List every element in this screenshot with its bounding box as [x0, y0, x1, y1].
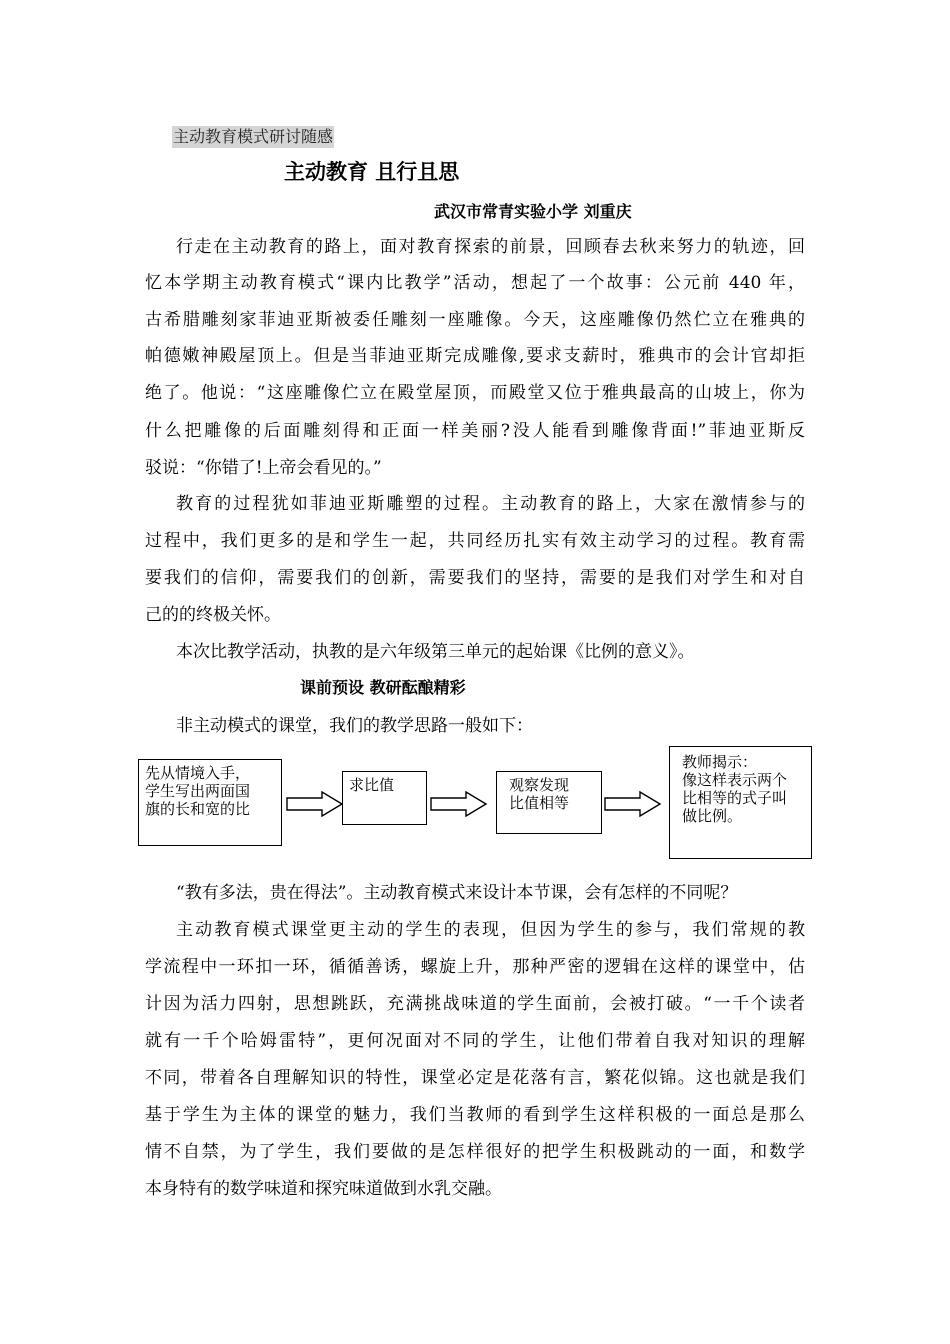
flow-step-4-line: 做比例。 — [682, 807, 743, 825]
para2-line: 要我们的信仰，需要我们的创新，需要我们的坚持，需要的是我们对学生和对自 — [145, 568, 805, 588]
flow-arrow-icon — [286, 790, 344, 818]
para5-line: 基于学生为主体的课堂的魅力，我们当教师的看到学生这样积极的一面总是那么 — [145, 1105, 805, 1125]
section-heading: 课前预设 教研酝酿精彩 — [300, 678, 466, 697]
author-byline: 武汉市常青实验小学 刘重庆 — [434, 202, 632, 221]
para5-line: 计因为活力四射，思想跳跃，充满挑战味道的学生面前，会被打破。“一千个读者 — [145, 994, 805, 1014]
flow-step-1 — [138, 759, 282, 846]
flow-step-4-line: 比相等的式子叫 — [682, 789, 788, 807]
para5-line: 情不自禁，为了学生，我们要做的是怎样很好的把学生积极跳动的一面，和数学 — [145, 1142, 805, 1162]
flow-intro: 非主动模式的课堂，我们的教学思路一般如下： — [176, 716, 533, 736]
flow-step-4-line: 教师揭示： — [682, 753, 758, 771]
article-title: 主动教育 且行且思 — [284, 160, 460, 184]
para2-line: 教育的过程犹如菲迪亚斯雕塑的过程。主动教育的路上，大家在激情参与的 — [176, 494, 805, 514]
flow-step-3 — [496, 771, 602, 834]
para1-line: 行走在主动教育的路上，面对教育探索的前景，回顾春去秋来努力的轨迹，回 — [176, 237, 805, 257]
para1-line: 驳说：“你错了!上帝会看见的。” — [145, 458, 382, 478]
flow-step-3-line: 比值相等 — [509, 794, 570, 812]
flow-step-2-line: 求比值 — [349, 776, 395, 794]
flow-step-2 — [342, 771, 427, 825]
para2-line: 己的的终极关怀。 — [145, 605, 281, 625]
flow-step-1-line: 旗的长和宽的比 — [145, 800, 251, 818]
para5-line: 主动教育模式课堂更主动的学生的表现，但因为学生的参与，我们常规的教 — [176, 920, 805, 940]
flow-step-4 — [669, 746, 812, 859]
flow-arrow-icon — [430, 790, 488, 818]
document-topic: 主动教育模式研讨随感 — [173, 127, 334, 146]
para5-line: 本身特有的数学味道和探究味道做到水乳交融。 — [145, 1179, 502, 1199]
para1-line: 绝了。他说：“这座雕像伫立在殿堂屋顶，而殿堂又位于雅典最高的山坡上，你为 — [145, 383, 805, 403]
para1-line: 忆本学期主动教育模式“课内比教学”活动，想起了一个故事：公元前 440 年， — [145, 273, 805, 293]
para3-line: 本次比教学活动，执教的是六年级第三单元的起始课《比例的意义》。 — [176, 642, 695, 662]
para4-line: “教有多法，贵在得法”。主动教育模式来设计本节课，会有怎样的不同呢？ — [176, 883, 738, 903]
para5-line: 学流程中一环扣一环，循循善诱，螺旋上升，那种严密的逻辑在这样的课堂中，估 — [145, 957, 805, 977]
para5-line: 不同，带着各自理解知识的特性，课堂必定是花落有言，繁花似锦。这也就是我们 — [145, 1068, 805, 1088]
flow-step-4-line: 像这样表示两个 — [682, 771, 788, 789]
flow-step-3-line: 观察发现 — [509, 776, 570, 794]
para1-line: 什么把雕像的后面雕刻得和正面一样美丽?没人能看到雕像背面!”菲迪亚斯反 — [145, 421, 805, 441]
para2-line: 过程中，我们更多的是和学生一起，共同经历扎实有效主动学习的过程。教育需 — [145, 531, 805, 551]
flow-arrow-icon — [604, 790, 662, 818]
para1-line: 帕德嫩神殿屋顶上。但是当菲迪亚斯完成雕像,要求支薪时，雅典市的会计官却拒 — [145, 346, 805, 366]
flow-step-1-line: 先从情境入手， — [145, 764, 251, 782]
para1-line: 古希腊雕刻家菲迪亚斯被委任雕刻一座雕像。今天，这座雕像仍然伫立在雅典的 — [145, 310, 805, 330]
flow-step-1-line: 学生写出两面国 — [145, 782, 251, 800]
para5-line: 就有一千个哈姆雷特”，更何况面对不同的学生，让他们带着自我对知识的理解 — [145, 1031, 805, 1051]
